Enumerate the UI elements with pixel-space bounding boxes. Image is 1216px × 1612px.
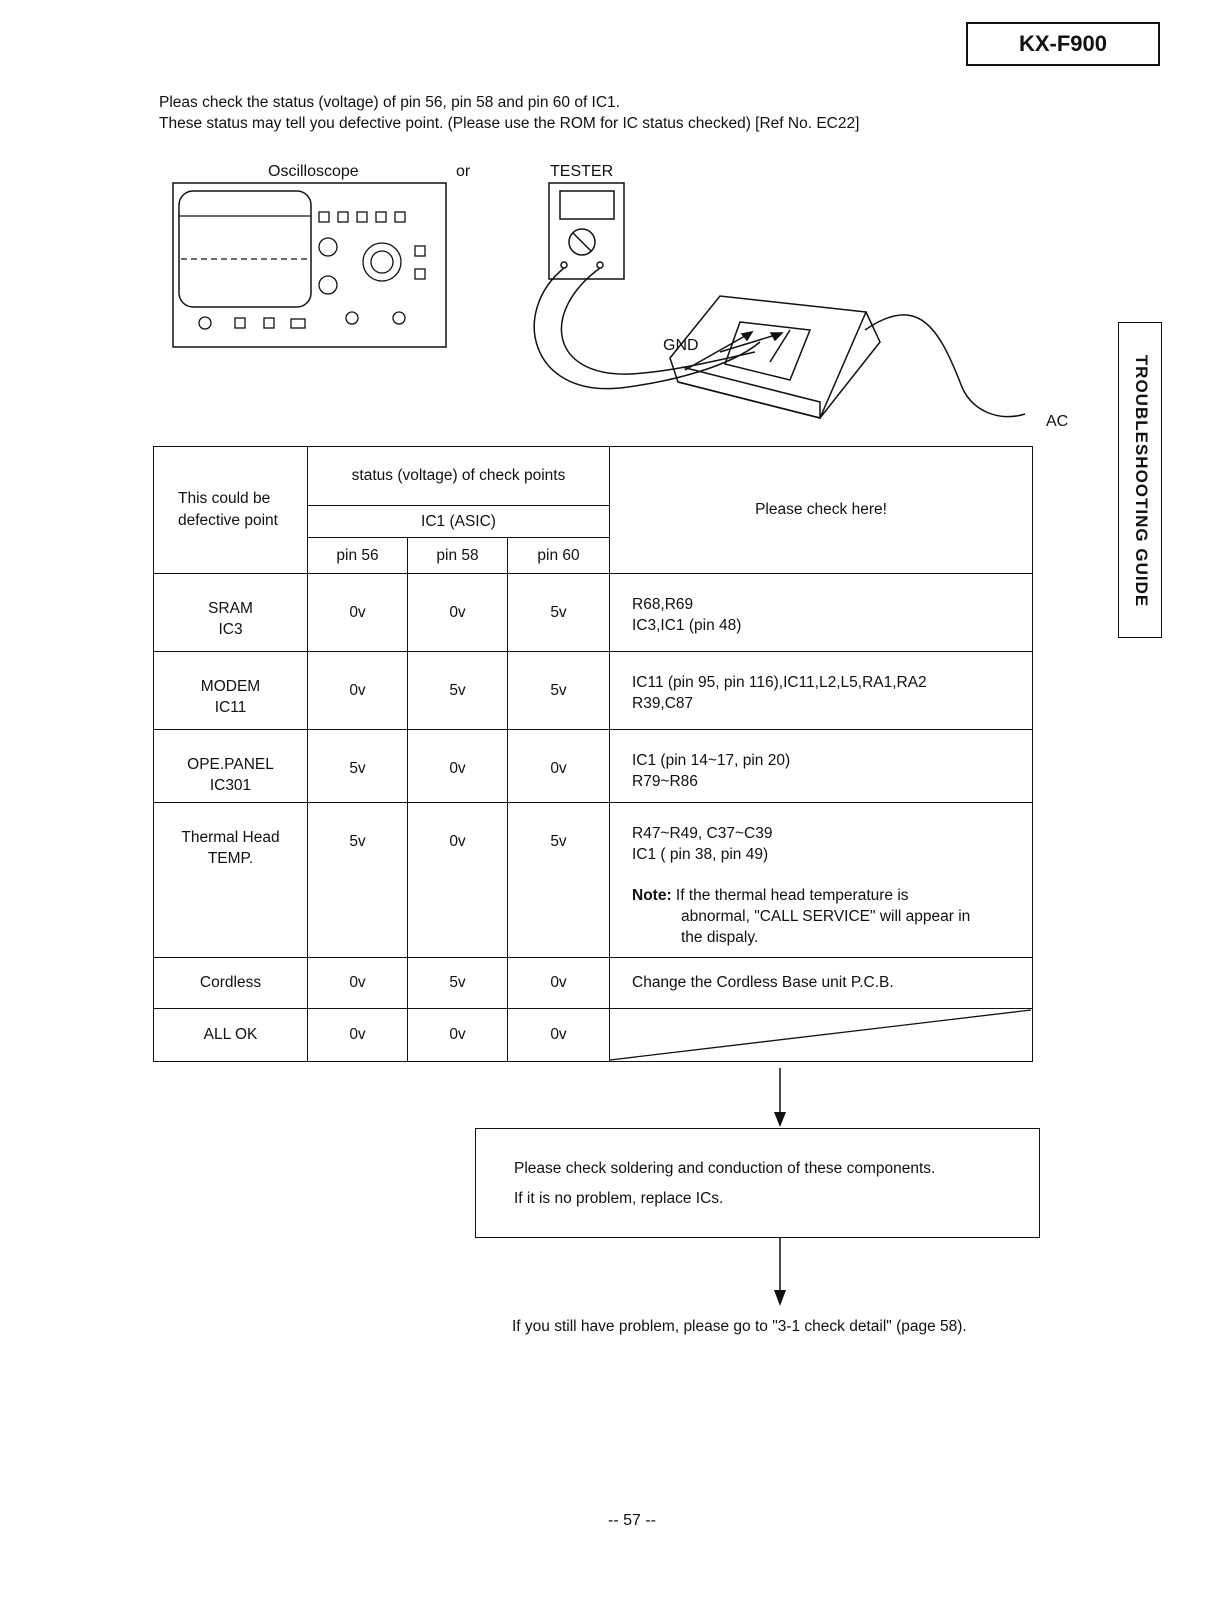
defective-point-cell: OPE.PANEL IC301 (154, 730, 308, 803)
model-number: KX-F900 (1018, 31, 1108, 56)
table-row (154, 1009, 1033, 1062)
status-check-table (153, 446, 1033, 1062)
pin56-value: 5v (308, 803, 408, 958)
ac-label: AC (1046, 413, 1069, 430)
ic-header: IC1 (ASIC) (308, 506, 610, 538)
table-row (154, 574, 1033, 652)
pin56-value: 5v (308, 730, 408, 803)
final-note: If you still have problem, please go to "3-1 check detail" (page 58). (512, 1318, 967, 1335)
pin60-value: 5v (508, 574, 610, 652)
pin56-value: 0v (308, 1009, 408, 1062)
pin60-value: 5v (508, 803, 610, 958)
pin58-value: 0v (408, 730, 508, 803)
defective-point-header: This could be defective point (154, 447, 308, 574)
pin56-value: 0v (308, 958, 408, 1009)
pin56-header: pin 56 (308, 538, 408, 574)
note-label: Note: (632, 887, 672, 904)
pin58-header: pin 58 (408, 538, 508, 574)
pin60-value: 0v (508, 958, 610, 1009)
intro-line-1: Pleas check the status (voltage) of pin 56, pin 58 and pin 60 of IC1. (159, 94, 620, 111)
table-row (154, 958, 1033, 1009)
table-row (154, 652, 1033, 730)
check-here-header: Please check here! (610, 447, 1033, 574)
defective-point-cell: MODEM IC11 (154, 652, 308, 730)
no-check-needed-cell (610, 1009, 1033, 1062)
pin56-value: 0v (308, 574, 408, 652)
status-header: status (voltage) of check points (308, 447, 610, 506)
table-row (154, 803, 1033, 958)
side-tab-label: TROUBLESHOOTING GUIDE (1132, 354, 1151, 608)
check-points-cell: R68,R69 IC3,IC1 (pin 48) (610, 574, 1033, 652)
arrow-down-icon (770, 1068, 790, 1128)
defective-point-cell: Thermal Head TEMP. (154, 803, 308, 958)
intro-line-2: These status may tell you defective point. (Please use the ROM for IC status checked) [Ref No. EC22] (159, 115, 860, 132)
table-row (154, 730, 1033, 803)
tester-connection-illustration (520, 182, 1080, 432)
diagonal-slash (610, 1009, 1032, 1061)
arrow-down-icon (770, 1238, 790, 1308)
or-label: or (456, 163, 471, 180)
pin58-value: 5v (408, 958, 508, 1009)
thermal-note: Note: If the thermal head temperature is abnormal, "CALL SERVICE" will appear in the dispaly. (632, 887, 971, 946)
check-points-cell: IC11 (pin 95, pin 116),IC11,L2,L5,RA1,RA2 R39,C87 (610, 652, 1033, 730)
pin60-value: 0v (508, 1009, 610, 1062)
section-side-tab (1118, 322, 1162, 638)
check-points-cell: Change the Cordless Base unit P.C.B. (610, 958, 1033, 1009)
check-points-cell: R47~R49, C37~C39 IC1 ( pin 38, pin 49) Note: If the thermal head temperature is abnormal, "CALL SERVICE" will appear in the dispaly. (610, 803, 1033, 958)
model-number-box (966, 22, 1160, 66)
pin58-value: 5v (408, 652, 508, 730)
page-number: -- 57 -- (608, 1512, 656, 1529)
oscilloscope-label: Oscilloscope (268, 163, 359, 180)
pin58-value: 0v (408, 574, 508, 652)
pin56-value: 0v (308, 652, 408, 730)
pin60-header: pin 60 (508, 538, 610, 574)
instruction-box (475, 1128, 1040, 1238)
instruction-line-1: Please check soldering and conduction of these components. (514, 1160, 936, 1177)
oscilloscope-illustration (172, 182, 447, 348)
defective-point-cell: Cordless (154, 958, 308, 1009)
instruction-line-2: If it is no problem, replace ICs. (514, 1190, 724, 1207)
pin58-value: 0v (408, 803, 508, 958)
defective-point-cell: SRAM IC3 (154, 574, 308, 652)
pin60-value: 0v (508, 730, 610, 803)
defective-point-cell: ALL OK (154, 1009, 308, 1062)
tester-label: TESTER (550, 163, 614, 180)
pin60-value: 5v (508, 652, 610, 730)
check-points-cell: IC1 (pin 14~17, pin 20) R79~R86 (610, 730, 1033, 803)
gnd-label: GND (663, 337, 699, 354)
pin58-value: 0v (408, 1009, 508, 1062)
